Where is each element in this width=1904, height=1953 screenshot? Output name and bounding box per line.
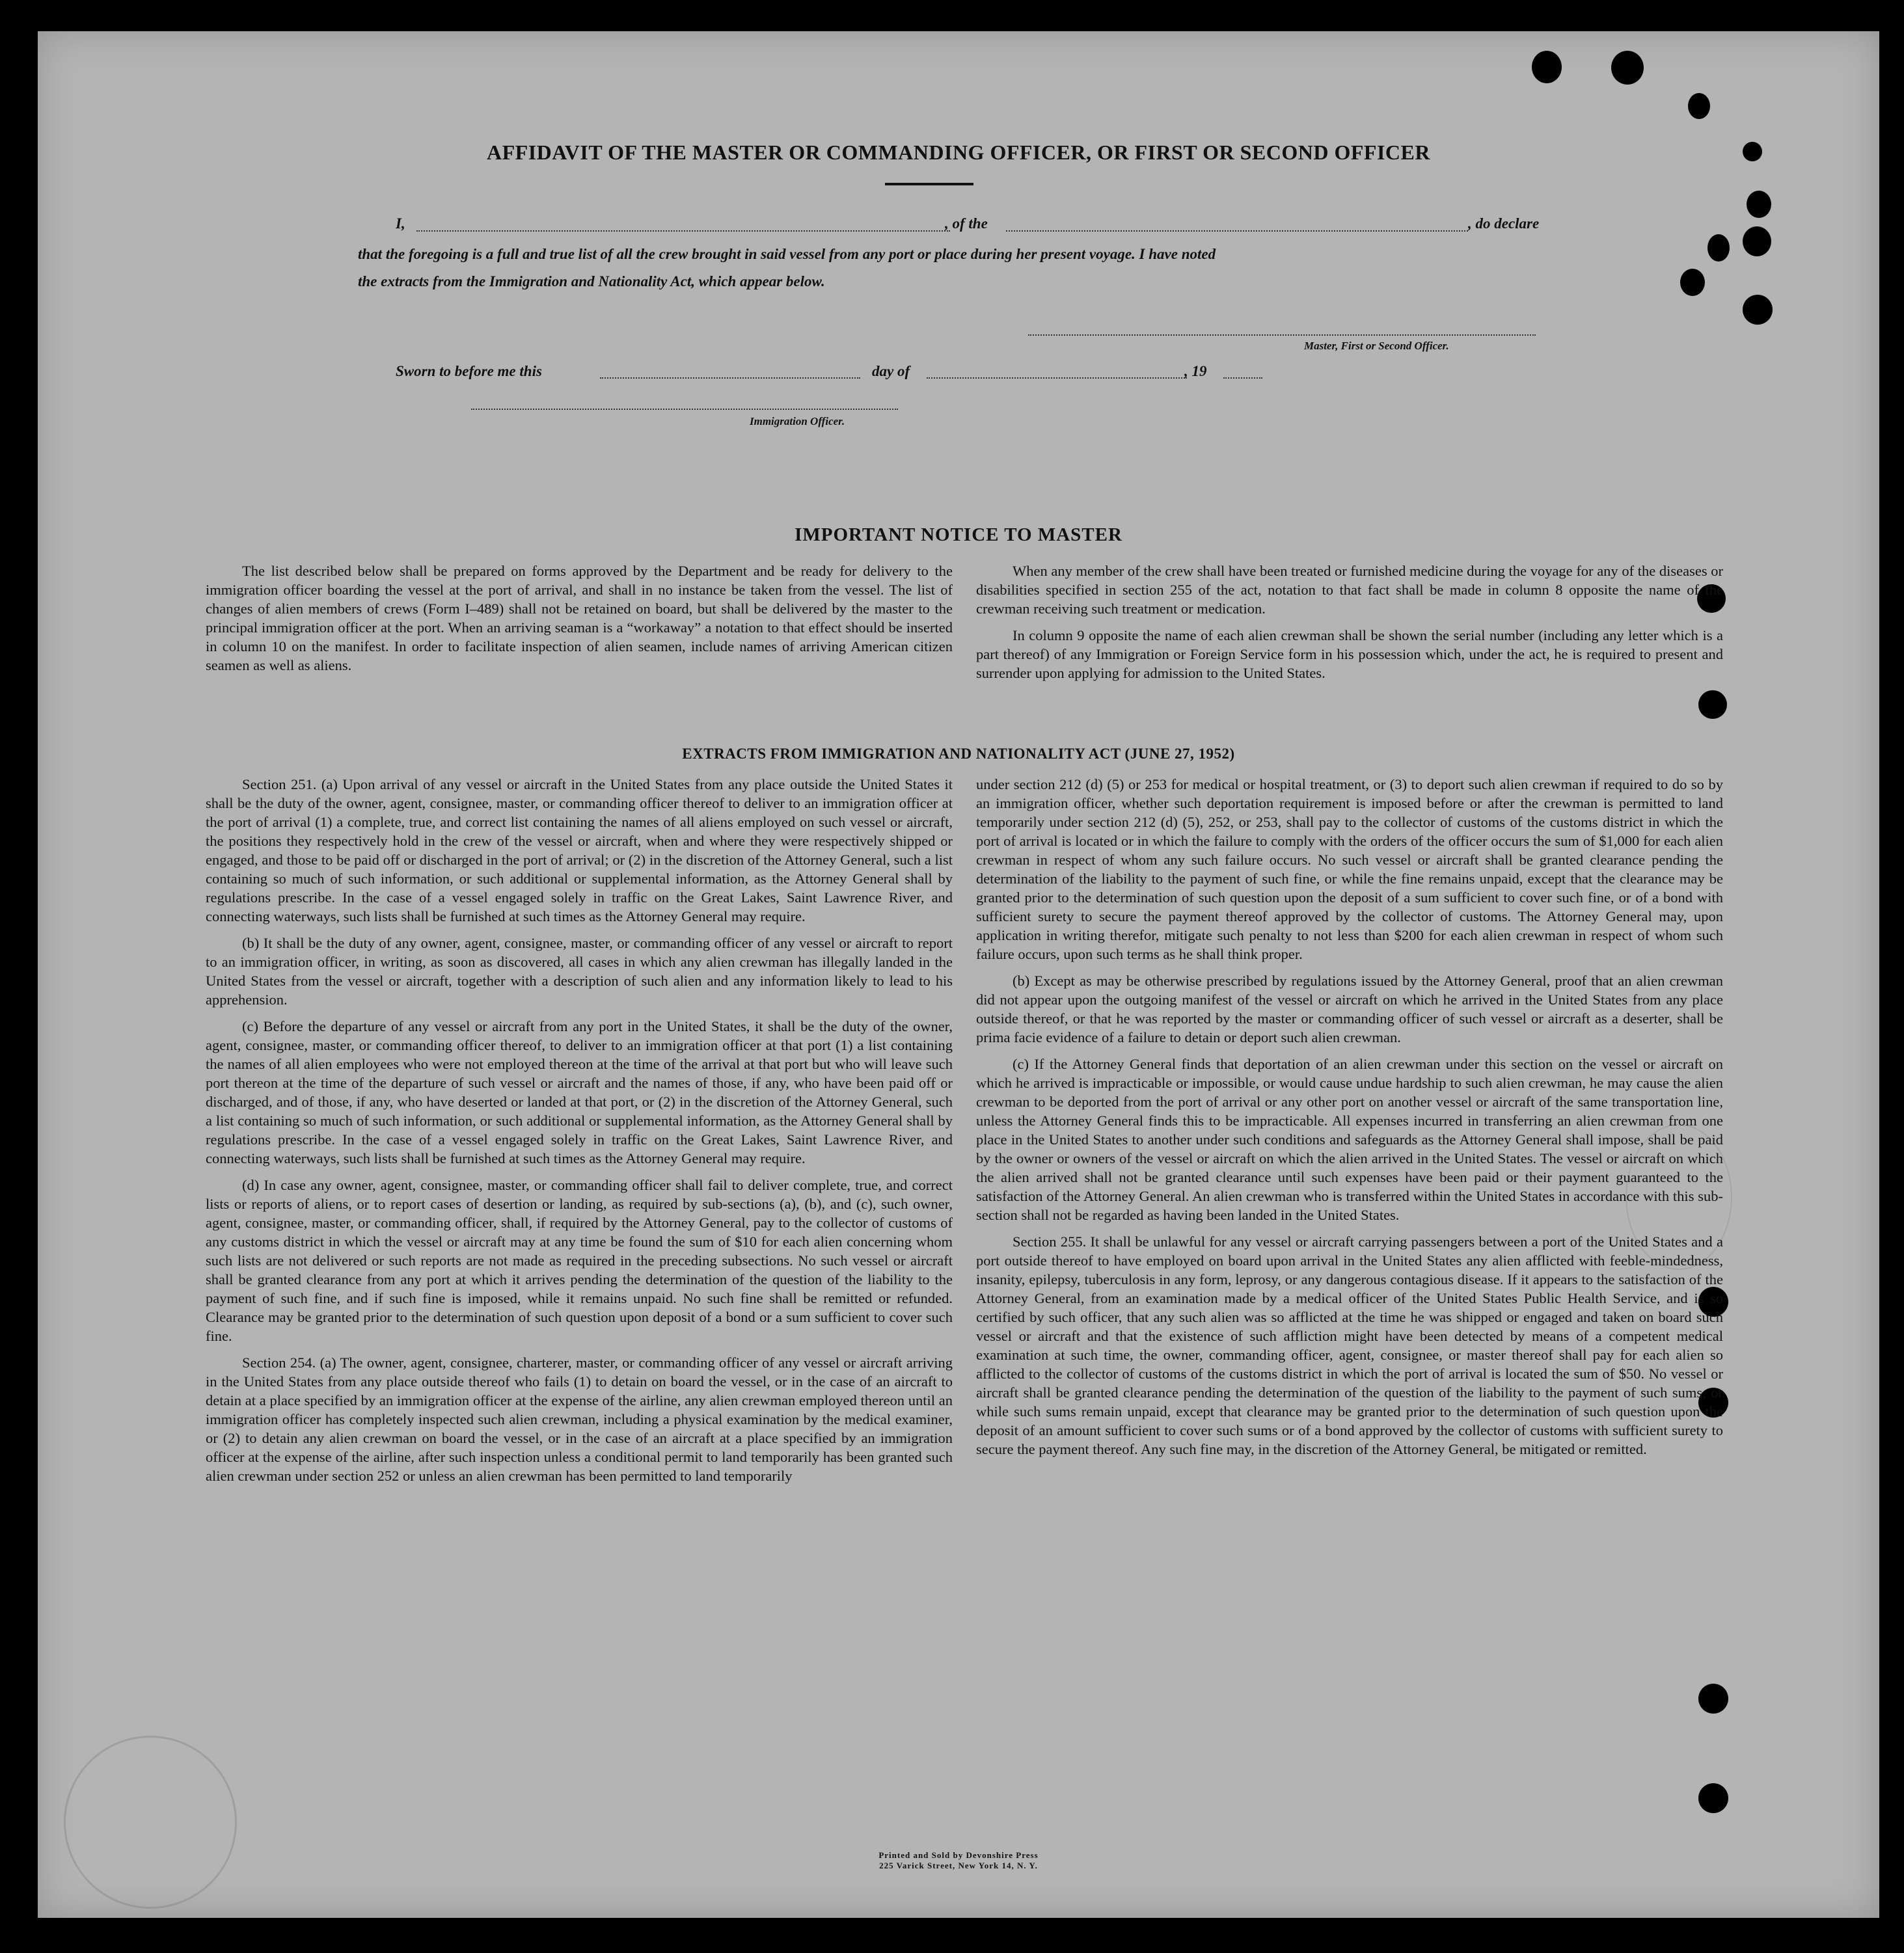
master-caption: Master, First or Second Officer. — [1304, 340, 1449, 352]
sworn-day-blank — [600, 377, 860, 379]
notice-title: IMPORTANT NOTICE TO MASTER — [795, 524, 1122, 545]
punch-hole-right-7 — [1743, 295, 1773, 325]
punch-hole-right-6 — [1680, 269, 1705, 296]
officer-signature-line — [471, 409, 898, 410]
declaration-line-2: that the foregoing is a full and true list of all the crew brought in said vessel from any port or place during her present voyage. I have noted — [358, 246, 1216, 262]
officer-caption: Immigration Officer. — [750, 415, 845, 427]
notice-left-paragraph: The list described below shall be prepared on forms approved by the Department and be ready for delivery to the immigration officer boarding the vessel at the port of arrival, and shall in no instance be taken from the vessel. The list of changes of alien members of crews (Form I–489) shall not be retained on board, but shall be delivered by the master to the principal immigration officer at the port. When an arriving seaman is a “workaway” a notation to that effect should be inserted in column 10 on the manifest. In order to facilitate inspection of alien seamen, include names of arriving American citizen seamen as well as aliens. — [206, 563, 953, 673]
section-251-b: (b) It shall be the duty of any owner, agent, consignee, master, or commanding officer of any vessel or aircraft to report to an immigration officer, in writing, as soon as discovered, all cases in which any alien crewman has illegally landed in the United States from the vessel or aircraft, together with a description of such alien and any information likely to lead to his apprehension. — [206, 935, 953, 1008]
declaration-do-declare: , do declare — [1468, 215, 1540, 232]
declaration-i: I, — [396, 215, 405, 232]
section-254-b: (b) Except as may be otherwise prescribed by regulations issued by the Attorney General, proof that an alien crewman did not appear upon the outgoing manifest of the vessel or aircraft on which he arrived in the United States from any place outside thereof, or that he was reported by the master or commanding officer of such vessel or aircraft as a deserter, shall be prima facie evidence of a failure to detain or deport such alien crewman. — [976, 973, 1723, 1045]
name-blank — [416, 230, 950, 232]
punch-hole-right-9 — [1698, 690, 1727, 719]
punch-hole-right-3 — [1747, 191, 1771, 218]
section-255: Section 255. It shall be unlawful for any vessel or aircraft carrying passengers between a port of the United States and a port outside thereof to have employed on board upon arrival in the United States any alien afflicted with feeble-mindedness, insanity, epilepsy, tuberculosis in any form, leprosy, or any dangerous contagious disease. If it appears to the satisfaction of the Attorney General, from an examination made by a medical officer of the United States Public Health Service, and is so certified by such officer, that any such alien was so afflicted at the time he was shipped or engaged and taken on board such vessel or aircraft and that the existence of such affliction might have been detected by means of a competent medical examination at such time, the owner, commanding officer, agent, consignee, or master thereof shall pay for each alien so afflicted to the collector of customs of the customs district in which the port of arrival is located the sum of $50. No vessel or aircraft shall be granted clearance pending the determination of the question of the liability to the payment of such sums, or while such sums remain unpaid, except that clearance may be granted prior to the determination of such question upon the deposit of an amount sufficient to cover such sums or of a bond approved by the collector of customs with sufficient surety to secure the payment thereof. Any such fine may, in the discretion of the Attorney General, be mitigated or remitted. — [976, 1233, 1723, 1457]
section-251-d: (d) In case any owner, agent, consignee, master, or commanding officer shall fail to deliver complete, true, and correct lists or reports of aliens, or to report cases of desertion or landing, as required by sub-sections (a), (b), and (c), such owner, agent, consignee, master, or commanding officer, shall, if required by the Attorney General, pay to the collector of customs of any customs district in which the vessel or aircraft may at any time be found the sum of $10 for each alien concerning whom such lists are not delivered or such reports are not made as required in the preceding subsections. No such vessel or aircraft shall be granted clearance from any port at which it arrives pending the determination of the question of the liability to the payment of such fine, and if such fine is imposed, while it remains unpaid. No such fine shall be remitted or refunded. Clearance may be granted prior to the determination of such question upon deposit of a bond or a sum sufficient to cover such fine. — [206, 1177, 953, 1344]
extracts-right-column — [976, 775, 1723, 1466]
declaration-line-3: the extracts from the Immigration and Nationality Act, which appear below. — [358, 273, 825, 290]
sworn-year-blank — [1223, 377, 1262, 379]
punch-hole-top-1 — [1532, 51, 1562, 83]
embossed-seal — [64, 1736, 237, 1909]
extracts-title: EXTRACTS FROM IMMIGRATION AND NATIONALITY ACT (JUNE 27, 1952) — [682, 746, 1235, 762]
section-251-c: (c) Before the departure of any vessel or aircraft from any port in the United States, it shall be the duty of the owner, agent, consignee, master, or commanding officer thereof, to deliver to an immigration officer at that port (1) a list containing the names of all alien employees who were not employed thereon at the time of the arrival at that port but who will leave such port thereon at the time of the departure of such vessel or aircraft and the names of those, if any, who have been paid off or discharged, and of those, if any, who have deserted or landed at that port, or (2) in the discretion of the Attorney General, such a list containing so much of such information, or such additional or supplemental information, as the Attorney General shall by regulations prescribe. In the case of a vessel engaged solely in traffic on the Great Lakes, Saint Lawrence River, and connecting waterways, such lists shall be furnished at such times as the Attorney General may require. — [206, 1018, 953, 1166]
declaration-of-the: , of the — [945, 215, 988, 232]
sworn-label: Sworn to before me this — [396, 363, 542, 379]
punch-hole-right-12 — [1698, 1684, 1728, 1714]
section-251-a: Section 251. (a) Upon arrival of any vessel or aircraft in the United States from any place outside the United States it shall be the duty of the owner, agent, consignee, master, or commanding officer thereof to deliver to an immigration officer at the port of arrival (1) a complete, true, and correct list containing the names of all aliens employed on such vessel or aircraft, the positions they respectively hold in the crew of the vessel or aircraft, when and where they were respectively shipped or engaged, and those to be paid off or discharged in the port of arrival; or (2) in the discretion of the Attorney General, such a list containing so much of such information, or such additional or supplemental information, as the Attorney General shall by regulations prescribe. In the case of a vessel engaged solely in traffic on the Great Lakes, Saint Lawrence River, and connecting waterways, such lists shall be furnished at such times as the Attorney General may require. — [206, 776, 953, 924]
notice-right-paragraph-1: When any member of the crew shall have been treated or furnished medicine during the voyage for any of the diseases or disabilities specified in section 255 of the act, notation to that fact shall be made in column 8 opposite the name of the crewman receiving such treatment or medication. — [976, 563, 1723, 617]
title-rule — [885, 183, 973, 185]
printer-imprint-line-1: Printed and Sold by Devonshire Press — [878, 1850, 1039, 1860]
sworn-month-blank — [927, 377, 1187, 379]
affidavit-title: AFFIDAVIT OF THE MASTER OR COMMANDING OFFICER, OR FIRST OR SECOND OFFICER — [487, 141, 1430, 164]
master-signature-line — [1028, 334, 1536, 336]
punch-hole-top-2 — [1611, 51, 1644, 85]
extracts-left-column — [206, 775, 953, 1493]
section-254-a: Section 254. (a) The owner, agent, consignee, charterer, master, or commanding officer of any vessel or aircraft arriving in the United States from any place outside thereof who fails (1) to detain on board the vessel, or in the case of an aircraft to detain at a place specified by an immigration officer at the expense of the airline, any alien crewman employed thereon until an immigration officer has completely inspected such alien crewman, including a physical examination by the medical examiner, or (2) to detain any alien crewman on board the vessel, or in the case of an aircraft at a place specified by an immigration officer at the expense of the airline, after such inspection unless a conditional permit to land temporarily has been granted such alien crewman under section 252 or unless an alien crewman has been permitted to land temporarily — [206, 1354, 953, 1484]
section-254-a-continued: under section 212 (d) (5) or 253 for medical or hospital treatment, or (3) to deport such alien crewman if required to do so by an immigration officer, whether such deportation requirement is imposed before or after the crewman is permitted to land temporarily under section 212 (d) (5), 252, or 253, shall pay to the collector of customs of the customs district in which the port of arrival is located or in which the failure to comply with the orders of the officer occurs the sum of $1,000 for each alien crewman in respect of whom any such failure occurs. No such vessel or aircraft shall be granted clearance pending the determination of the liability to the payment of such fine, or while the fine remains unpaid, except that the clearance may be granted prior to the determination of such question upon the deposit of a sum sufficient to cover such fine, or of a bond with sufficient surety to secure the payment thereof approved by the collector of customs. The Attorney General may, upon application in writing therefor, mitigate such penalty to not less than $200 for each alien crewman in respect of whom such failure occurs, upon such terms as he shall think proper. — [976, 776, 1723, 962]
printer-imprint-line-2: 225 Varick Street, New York 14, N. Y. — [879, 1861, 1038, 1870]
punch-hole-right-4 — [1743, 226, 1771, 256]
notice-right-paragraph-2: In column 9 opposite the name of each alien crewman shall be shown the serial number (including any letter which is a part thereof) of any Immigration or Foreign Service form in his possession which, under the act, he is required to present and surrender upon applying for admission to the United States. — [976, 627, 1723, 681]
notice-right-column — [976, 561, 1723, 690]
year-prefix: , 19 — [1184, 363, 1207, 379]
printer-imprint — [38, 1850, 1879, 1871]
punch-hole-right-1 — [1688, 93, 1710, 119]
section-254-c: (c) If the Attorney General finds that deportation of an alien crewman under this section on the vessel or aircraft on which he arrived is impracticable or impossible, or would cause undue hardship to such alien crewman, he may cause the alien crewman to be deported from the port of arrival or any other port on another vessel or aircraft of the same transportation line, unless the Attorney General finds this to be impracticable. All expenses incurred in transferring an alien crewman from one place in the United States to another under such conditions and safeguards as the Attorney General shall impose, shall be paid by the owner or owners of the vessel or aircraft on which the alien arrived in the United States. The vessel or aircraft on which the alien arrived shall not be granted clearance until such expenses have been paid or their payment guaranteed to the satisfaction of the Attorney General. An alien crewman who is transferred within the United States in accordance with this sub-section shall not be regarded as having been landed in the United States. — [976, 1056, 1723, 1223]
document-page — [38, 31, 1879, 1918]
punch-hole-right-5 — [1707, 234, 1730, 262]
day-of-label: day of — [872, 363, 910, 379]
notice-left-column — [206, 561, 953, 682]
vessel-blank — [1006, 230, 1468, 232]
punch-hole-right-13 — [1698, 1783, 1728, 1813]
